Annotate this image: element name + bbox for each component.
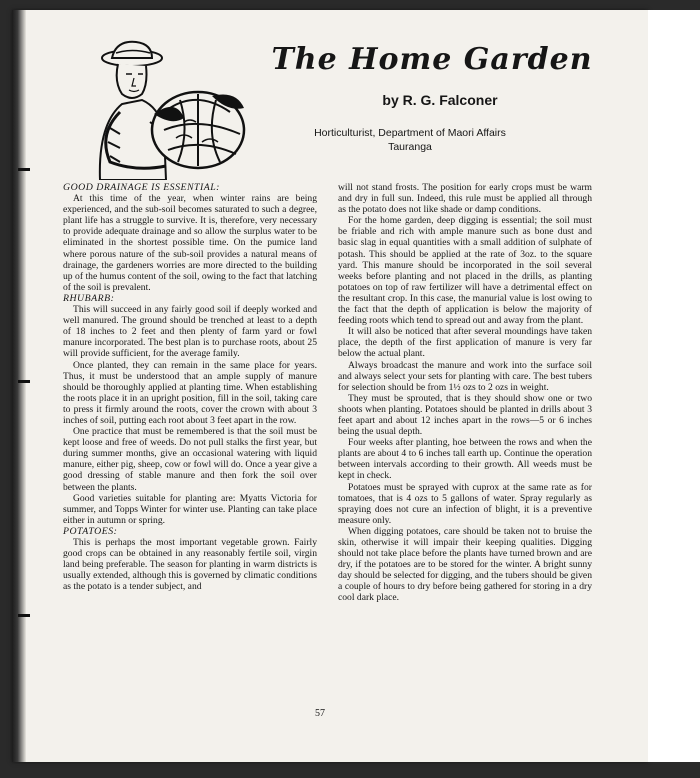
page-number: 57 — [315, 708, 325, 719]
paragraph: This will succeed in any fairly good soil if deeply worked and well manured. The ground should be trenched at least to a depth of 18 inches to 2 feet and then plenty of farm yard or fowl manure incorporated. The best plan is to purchase roots, about 25 will provide sufficient, for the average family. — [63, 304, 317, 360]
paragraph: will not stand frosts. The position for early crops must be warm and dry in full sun. Indeed, this rule must be applied all through as the potato does not like shade or damp conditions. — [338, 182, 592, 216]
paragraph: It will also be noticed that after several moundings have taken place, the depth of the first application of manure is very far below the actual plant. — [338, 326, 592, 360]
section-heading: RHUBARB: — [63, 292, 115, 304]
affiliation-location: Tauranga — [388, 141, 432, 153]
binding-edge — [12, 10, 26, 762]
paragraph: For the home garden, deep digging is essential; the soil must be friable and rich with ample manure such as bone dust and basic slag in equal quantities with a small addition of sulphate of potash. This should be applied at the rate of 3oz. to the square yard. This manure should be incorporated in the soil several weeks before planting and not placed in the drills, as planting potatoes on top of raw fertilizer will have a detrimental effect on the resultant crop. In this case, the manurial value is lost owing to the fact that the depth of application is below the majority of feeding roots which tend to spread out and away from the plant. — [338, 215, 592, 327]
left-column — [63, 182, 317, 592]
binding-mark — [18, 614, 30, 617]
paragraph: At this time of the year, when winter rains are being experienced, and the sub-soil becomes saturated to such a degree, plant life has a struggle to survive. It is, therefore, very necessary to provide adequate drainage and so allow the surplus water to be eliminated in the shortest possible time. On the pumice land where porous nature of the sub-soil provides a natural means of drainage, the gardeners worries are more directed to the building up of the humus content of the soil, owing to the fact that latching of the soil is prevalent. — [63, 193, 317, 293]
affiliation-line: Horticulturist, Department of Maori Affairs — [314, 127, 506, 139]
paragraph: When digging potatoes, care should be taken not to bruise the skin, otherwise it will impair their keeping qualities. Digging should not take place before the plants have turned brown and are dry, if the potatoes are to be stored for the winter. A bright sunny day should be selected for digging, and the tubers should be given a couple of hours to dry before being gathered for storing in a dry cool dark place. — [338, 525, 592, 604]
article-title: The Home Garden — [271, 42, 593, 77]
right-column — [338, 182, 592, 604]
paragraph: Once planted, they can remain in the same place for years. Thus, it must be understood that an ample supply of manure should be thoroughly applied at planting time. When establishing the roots place it in an upright position, fill in the soil, taking care to press it firmly around the roots, cover the crown with about 3 inches of soil, putting each root about 3 feet apart in the row. — [63, 359, 317, 426]
paragraph: Good varieties suitable for planting are: Myatts Victoria for summer, and Topps Winter for winter use. Planting can take place either in autumn or spring. — [63, 492, 317, 526]
scan-margin — [648, 10, 700, 762]
author-affiliation — [260, 126, 560, 154]
paragraph: Potatoes must be sprayed with cuprox at the same rate as for tomatoes, that is 4 ozs to 5 gallons of water. Spray regularly as spraying does not cure an infection of blight, it is a preventive measure only. — [338, 481, 592, 526]
paragraph: They must be sprouted, that is they should show one or two shoots when planting. Potatoes should be planted in drills about 3 feet apart and about 12 inches apart in the rows—5 or 6 inches being the usual depth. — [338, 392, 592, 438]
paragraph: One practice that must be remembered is that the soil must be kept loose and free of weeds. Do not pull stalks the first year, but during summer months, give an occasional watering with liquid manure, either pig, sheep, cow or fowl will do. Once a year give a good dressing of stable manure and then fork the soil over between the plants. — [63, 426, 317, 493]
gardener-with-cabbage-illustration — [80, 38, 250, 180]
binding-mark — [18, 380, 30, 383]
paragraph: Four weeks after planting, hoe between the rows and when the plants are about 4 to 6 inches tall earth up. Continue the operation between intervals according to their growth. All weeds must be kept in check. — [338, 437, 592, 482]
binding-mark — [18, 168, 30, 171]
paragraph: Always broadcast the manure and work into the surface soil and always select your sets for planting with care. The best tubers for selection should be from 1½ ozs to 2 ozs in weight. — [338, 359, 592, 393]
paragraph: This is perhaps the most important vegetable grown. Fairly good crops can be obtained in any reasonably fertile soil, virgin land being preferable. The season for planting in warm districts is usually extended, although this is governed by climatic conditions as the potato is a tender subject, and — [63, 537, 317, 593]
section-heading: POTATOES: — [63, 525, 118, 537]
section-heading: GOOD DRAINAGE IS ESSENTIAL: — [63, 182, 220, 193]
byline: by R. G. Falconer — [382, 92, 498, 108]
